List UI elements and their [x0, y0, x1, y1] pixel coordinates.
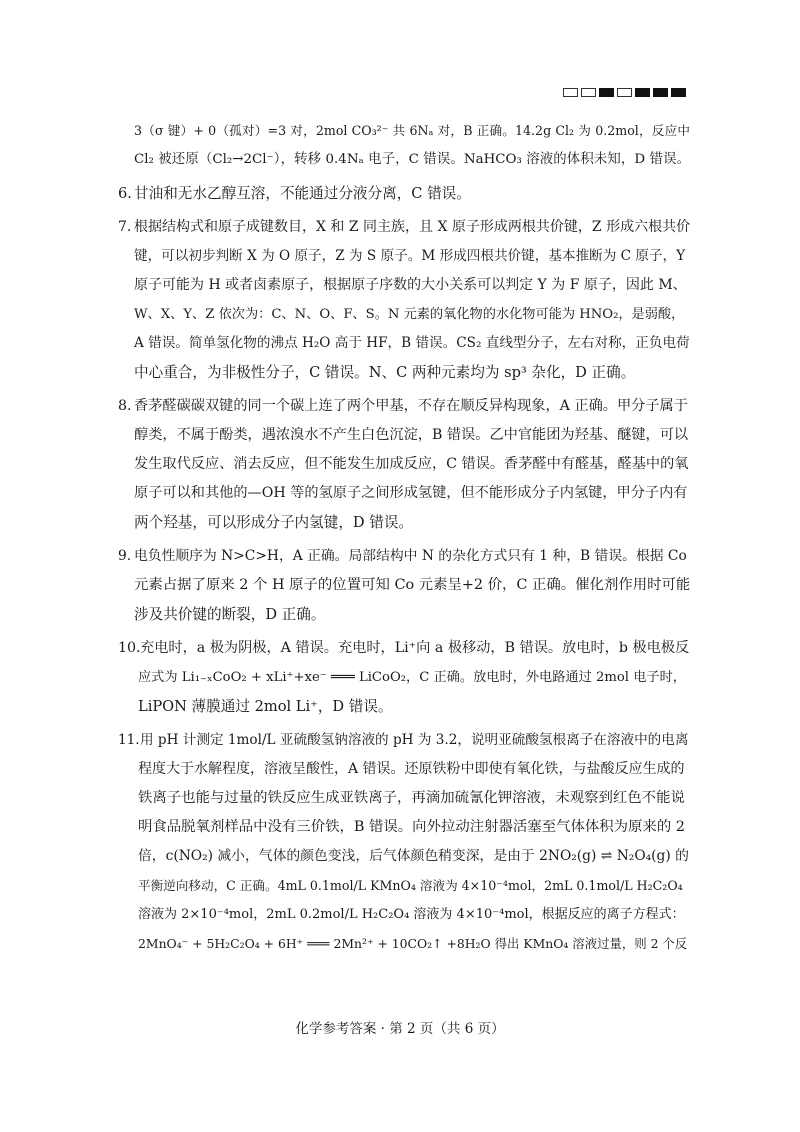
answer-item-11 [118, 726, 690, 958]
answer-item-6 [118, 179, 690, 208]
marker-square [599, 88, 614, 97]
text-line: 2MnO₄⁻ + 5H₂C₂O₄ + 6H⁺ ═══ 2Mn²⁺ + 10CO₂↑ +8H₂O 得出 KMnO₄ 溶液过量，则 2 个反 [138, 936, 688, 951]
text-line: 键，可以初步判断 X 为 O 原子，Z 为 S 原子。M 形成四根共价键，基本推断为 C 原子，Y [134, 248, 686, 264]
text-line: 铁离子也能与过量的铁反应生成亚铁离子，再滴加硫氰化钾溶液，未观察到红色不能说 [138, 790, 685, 806]
text-line: 发生取代反应、消去反应，但不能发生加成反应，C 错误。香茅醛中有醛基，醛基中的氧 [134, 456, 689, 472]
text-line: 电负性顺序为 N>C>H，A 正确。局部结构中 N 的杂化方式只有 1 种，B 错误。根据 Co [134, 548, 687, 564]
answer-text [118, 116, 690, 958]
item-number: 11. [118, 732, 140, 748]
item-number: 10. [118, 640, 141, 656]
text-line: 香茅醛碳碳双键的同一个碳上连了两个甲基，不存在顺反异构现象，A 正确。甲分子属于 [134, 398, 688, 414]
text-line: 中心重合，为非极性分子，C 错误。N、C 两种元素均为 sp³ 杂化，D 正确。 [134, 364, 636, 381]
text-line: 涉及共价键的断裂，D 正确。 [134, 606, 326, 623]
page-footer: 化学参考答案 · 第 2 页（共 6 页） [295, 1021, 505, 1037]
text-line: 溶液为 2×10⁻⁴mol，2mL 0.2mol/L H₂C₂O₄ 溶液为 4×10⁻⁴mol，根据反应的离子方程式： [138, 907, 685, 922]
marker-square [635, 88, 650, 97]
answer-item-7 [118, 213, 690, 387]
marker-square [581, 88, 596, 97]
page-marker-squares [563, 88, 686, 97]
marker-square [563, 88, 578, 97]
text-line: 倍，c(NO₂) 减小，气体的颜色变浅，后气体颜色稍变深，是由于 2NO₂(g) ⇌ N₂O₄(g) 的 [138, 848, 689, 864]
item-number: 9. [118, 548, 132, 564]
marker-square [653, 88, 668, 97]
answer-item-8 [118, 392, 690, 537]
text-line: 元素占据了原来 2 个 H 原子的位置可知 Co 元素呈+2 价，C 正确。催化剂作用时可能 [134, 577, 691, 593]
item-number: 8. [118, 398, 132, 414]
text-line: 程度大于水解程度，溶液呈酸性，A 错误。还原铁粉中即使有氧化铁，与盐酸反应生成的 [138, 761, 685, 777]
text-line: 3（σ 键）+ 0（孤对）=3 对，2mol CO₃²⁻ 共 6Nₐ 对，B 正确。14.2g Cl₂ 为 0.2mol，反应中 [134, 123, 690, 138]
text-line: 原子可以和其他的—OH 等的氢原子之间形成氢键，但不能形成分子内氢键，甲分子内有 [134, 485, 688, 501]
text-line: Cl₂ 被还原（Cl₂→2Cl⁻），转移 0.4Nₐ 电子，C 错误。NaHCO₃ 溶液的体积未知，D 错误。 [134, 152, 690, 167]
marker-square [617, 88, 632, 97]
text-line: 用 pH 计测定 1mol/L 亚硫酸氢钠溶液的 pH 为 3.2，说明亚硫酸氢根离子在溶液中的电离 [140, 732, 689, 748]
text-line: 平衡逆向移动，C 正确。4mL 0.1mol/L KMnO₄ 溶液为 4×10⁻⁴mol，2mL 0.1mol/L H₂C₂O₄ [138, 878, 683, 893]
marker-square [671, 88, 686, 97]
text-line: 明食品脱氧剂样品中没有三价铁，B 错误。向外拉动注射器活塞至气体体积为原来的 2 [138, 819, 685, 835]
text-line: 充电时，a 极为阴极，A 错误。充电时，Li⁺向 a 极移动，B 错误。放电时，b 极电极反 [140, 640, 690, 656]
answer-item-10 [118, 634, 690, 721]
text-line: LiPON 薄膜通过 2mol Li⁺，D 错误。 [138, 698, 393, 715]
answer-item-9 [118, 542, 690, 629]
text-line: 原子可能为 H 或者卤素原子，根据原子序数的大小关系可以判定 Y 为 F 原子，因此 M、 [134, 277, 687, 293]
text-line: A 错误。简单氢化物的沸点 H₂O 高于 HF，B 错误。CS₂ 直线型分子，左右对称，正负电荷 [134, 335, 690, 351]
text-line: W、X、Y、Z 依次为：C、N、O、F、S。N 元素的氧化物的水化物可能为 HNO₂，是弱酸， [134, 307, 685, 322]
text-line: 两个羟基，可以形成分子内氢键，D 错误。 [134, 514, 414, 531]
text-line: 醇类，不属于酚类，遇浓溴水不产生白色沉淀，B 错误。乙中官能团为羟基、醚键，可以 [134, 427, 689, 443]
item-number: 7. [118, 219, 132, 235]
text-line: 根据结构式和原子成键数目，X 和 Z 同主族，且 X 原子形成两根共价键，Z 形成六根共价 [134, 219, 691, 235]
text-line: 甘油和无水乙醇互溶，不能通过分液分离，C 错误。 [134, 185, 471, 202]
item-number: 6. [118, 185, 132, 202]
text-line: 应式为 Li₁₋ₓCoO₂ + xLi⁺+xe⁻ ═══ LiCoO₂，C 正确。放电时，外电路通过 2mol 电子时， [138, 670, 686, 685]
